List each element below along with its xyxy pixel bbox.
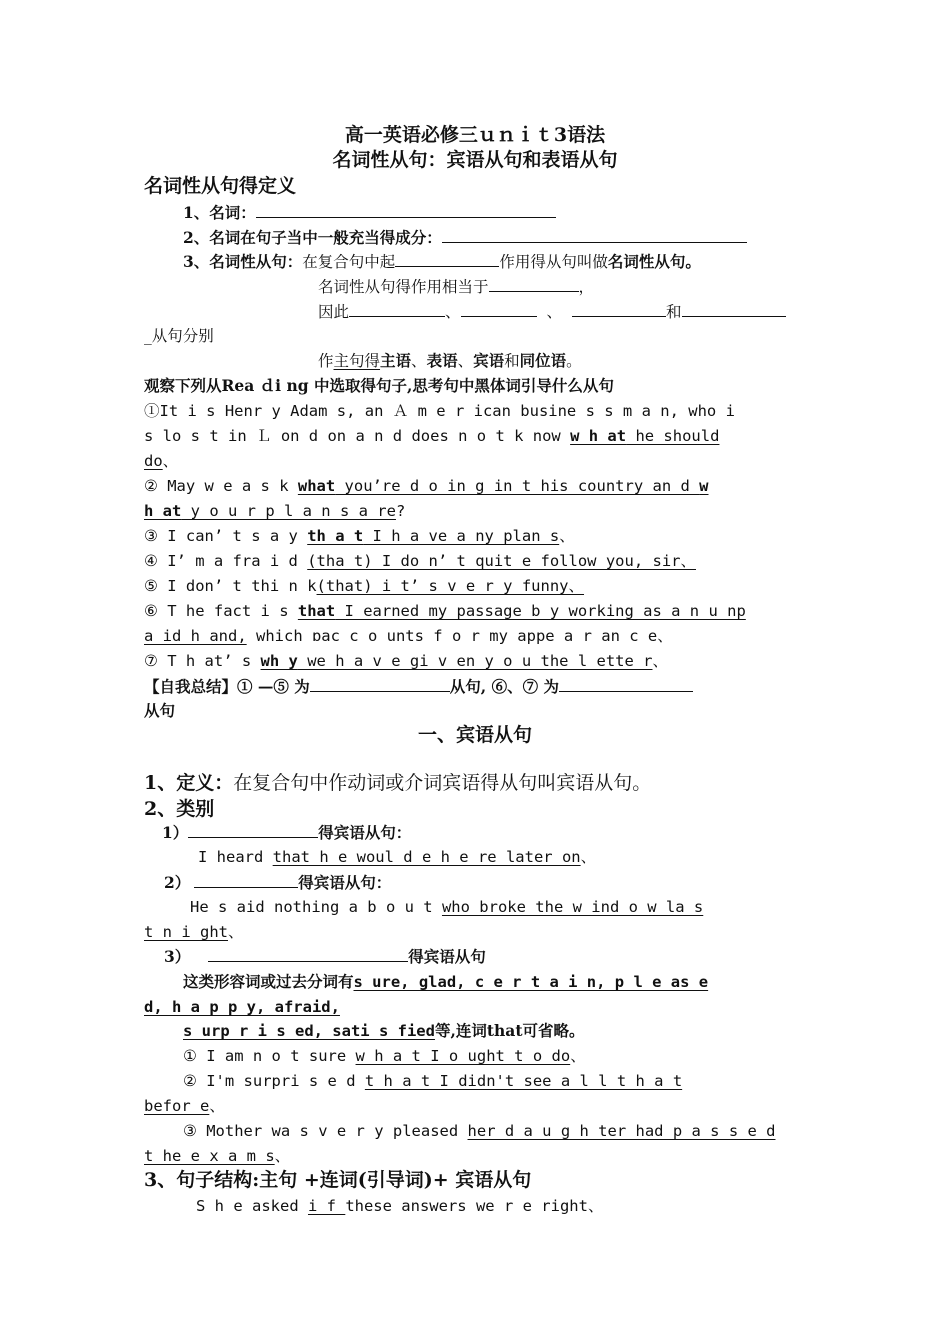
example-conjunction: wh y <box>260 652 298 670</box>
note-text: 这类形容词或过去分词有 <box>183 972 354 991</box>
example-clause: (tha t) I do n’ t quit e follow you, sir、 <box>307 552 696 570</box>
example-text: ⑥ T he fact i s <box>144 602 298 620</box>
example-text: these answers we r e right <box>345 1197 588 1215</box>
definition-label: 1、定义： <box>144 772 234 794</box>
example-1-line-2 <box>144 425 719 447</box>
example-text: s lo s t in Ｌ on d on a n d does n o t k now <box>144 427 571 445</box>
summary-text: 从句, ⑥、⑦ 为 <box>449 677 559 696</box>
fill-blank[interactable] <box>310 675 450 692</box>
doc-title: 高一英语必修三ｕｎｉｔ3语法 <box>344 124 606 146</box>
definition-text: 、 <box>411 352 427 370</box>
definition-item-1-label: 1、名词： <box>183 203 256 222</box>
example-7 <box>144 650 668 672</box>
example-conjunction: what <box>297 477 336 495</box>
example-2-line-1 <box>144 475 709 497</box>
example-text: 、 <box>559 527 575 545</box>
example-text: ⑤ I don’ t thi n k <box>144 577 317 595</box>
definition-text: 、 <box>445 303 461 321</box>
example-6-line-1 <box>144 600 746 622</box>
note-text: 等,连词that可省略。 <box>434 1021 585 1040</box>
example-text: 、 <box>209 1097 225 1115</box>
category-1 <box>162 821 411 844</box>
example-clause: I earned my passage b y working as a n u np <box>335 602 746 620</box>
definition-item-3-label: 3、名词性从句： <box>183 252 303 271</box>
example-text: 、 <box>652 652 668 670</box>
self-summary-line-2: 从句 <box>144 701 176 720</box>
example-clause: (that) i t’ s v e r y funny、 <box>316 577 585 595</box>
definition-heading: 名词性从句得定义 <box>144 175 297 197</box>
example-text: S h e asked <box>196 1197 308 1215</box>
example-text: 、 <box>274 1147 291 1165</box>
fill-blank[interactable] <box>572 300 666 317</box>
definition-line-4: _从句分别 <box>144 327 214 345</box>
category-3-example-2-line-1 <box>183 1070 682 1092</box>
example-text: ③ Mother wa s v e r y pleased <box>183 1122 468 1140</box>
fill-blank[interactable] <box>208 945 408 962</box>
category-3-note-line-3 <box>183 1020 585 1042</box>
definition-text: 作 <box>318 352 334 370</box>
category-3-example-2-line-2 <box>144 1095 225 1117</box>
fill-blank[interactable] <box>194 871 298 888</box>
fill-blank[interactable] <box>682 300 786 317</box>
definition-text: 、 <box>546 303 563 321</box>
example-text: 、 <box>570 1047 586 1065</box>
summary-text: 【自我总结】① —⑤ 为 <box>144 677 310 696</box>
example-text: ④ I’ m a fra i d <box>144 552 308 570</box>
category-3 <box>164 945 486 968</box>
category-text: 得宾语从句： <box>298 873 392 892</box>
sentence-structure-example <box>196 1195 603 1217</box>
example-3 <box>144 525 575 547</box>
definition-term: 同位语 <box>519 351 567 370</box>
example-clause: her d a u g h ter had p a s s e d <box>467 1122 776 1140</box>
fill-blank[interactable] <box>188 821 318 838</box>
example-clause: do <box>144 452 163 470</box>
category-2-example-line-1 <box>190 896 703 918</box>
category-2 <box>164 871 391 894</box>
object-clause-definition <box>144 770 651 796</box>
fill-blank[interactable] <box>489 275 579 292</box>
example-text: which ɒac c o unts f o r my appe a r an c e <box>246 627 658 645</box>
doc-subtitle: 名词性从句：宾语从句和表语从句 <box>332 149 618 171</box>
example-text: I heard <box>198 848 273 866</box>
example-clause: who broke the w ind o w la s <box>441 898 704 916</box>
category-3-example-3-line-1 <box>183 1120 775 1142</box>
definition-text: 。 <box>566 352 582 370</box>
definition-item-2 <box>183 226 747 249</box>
definition-line-2 <box>318 275 594 298</box>
category-text: 得宾语从句 <box>408 947 486 966</box>
definition-text: 和 <box>666 303 682 321</box>
definition-item-2-label: 2、名词在句子当中一般充当得成分： <box>183 228 442 247</box>
definition-text: 在复合句中作动词或介词宾语得从句叫宾语从句。 <box>233 772 652 794</box>
example-conjunction: h at <box>144 502 182 520</box>
definition-term: 宾语 <box>473 351 505 370</box>
example-clause: w h a t I o ught t o do <box>355 1047 571 1065</box>
example-clause: y o u r p l a n s a re <box>181 502 396 520</box>
example-text: ② I'm surpri s e d <box>183 1072 365 1090</box>
example-clause: t h a t I didn't see a l l t h a t <box>364 1072 683 1090</box>
example-conjunction: i f <box>307 1197 346 1215</box>
fill-blank[interactable] <box>349 300 445 317</box>
definition-line-3 <box>318 300 786 323</box>
category-3-example-1 <box>183 1045 586 1067</box>
example-text: He s aid nothing a b o u t <box>190 898 442 916</box>
example-text: 、 <box>587 1197 604 1215</box>
example-2-line-2 <box>144 500 405 522</box>
category-3-note-line-1 <box>183 971 708 993</box>
definition-item-1 <box>183 201 556 224</box>
definition-text: 、 <box>457 352 474 370</box>
fill-blank[interactable] <box>442 226 747 243</box>
example-clause: a id h and, <box>144 627 247 645</box>
category-1-example <box>198 846 596 868</box>
section-heading-object-clause: 一、宾语从句 <box>417 724 532 746</box>
definition-line-5 <box>318 350 582 372</box>
fill-blank[interactable] <box>559 675 693 692</box>
category-heading: 2、类别 <box>144 798 215 820</box>
example-text: 、 <box>580 848 597 866</box>
example-text: 、 <box>228 923 244 941</box>
example-conjunction: w h at <box>570 427 627 445</box>
category-text: 得宾语从句： <box>318 823 412 842</box>
example-5 <box>144 575 584 597</box>
definition-term: 主语 <box>380 351 412 370</box>
example-text: ? <box>395 502 406 520</box>
example-text: 、 <box>162 452 179 470</box>
example-clause: he should <box>626 427 720 445</box>
example-text: 、 <box>657 627 673 645</box>
example-clause: that h e woul d e h e re later on <box>272 848 581 866</box>
fill-blank[interactable] <box>461 300 537 317</box>
category-number: 3） <box>164 947 191 966</box>
example-clause: I h a ve a ny plan s <box>363 527 560 545</box>
observe-instruction: 观察下列从Rea ｄi ng 中选取得句子,思考句中黑体词引导什么从句 <box>144 376 614 395</box>
example-text: ③ I can’ t s a y <box>144 527 308 545</box>
example-6-line-2 <box>144 625 673 647</box>
example-4 <box>144 550 696 572</box>
fill-blank[interactable] <box>256 201 556 218</box>
adjective-list: s urp r i s ed, sati s fied <box>183 1022 435 1040</box>
example-conjunction: w <box>699 477 709 495</box>
sentence-structure-heading: 3、句子结构:主句 +连词(引导词)+ 宾语从句 <box>144 1169 532 1191</box>
self-summary <box>144 675 693 698</box>
example-clause: befor e <box>144 1097 210 1115</box>
adjective-list: d, h a p p y, afraid, <box>144 998 340 1016</box>
category-number: 2） <box>164 873 191 892</box>
example-text: ② May w e a s k <box>144 477 298 495</box>
definition-text: ， <box>578 278 595 296</box>
category-2-example-line-2 <box>144 921 244 943</box>
example-clause: you’re d o in g in t his country an d <box>335 477 700 495</box>
example-1-line-3 <box>144 450 178 472</box>
example-text: ① I am n o t sure <box>183 1047 356 1065</box>
category-3-example-3-line-2 <box>144 1145 290 1167</box>
definition-term: 表语 <box>426 351 458 370</box>
category-number: 1） <box>162 823 189 842</box>
example-1-line-1: ①It i s Henr y Adam s, an Ａ m e r ican busine s s m a n, who i <box>144 402 735 420</box>
example-text: ⑦ T h at’ s <box>144 652 261 670</box>
definition-text: 因此 <box>318 303 350 321</box>
definition-text: 名词性从句得作用相当于 <box>318 278 489 296</box>
adjective-list: s ure, glad, c e r t a i n, p l e as e <box>353 973 709 991</box>
example-conjunction: th a t <box>307 527 364 545</box>
definition-item-3 <box>183 250 701 273</box>
definition-term: 名词性从句。 <box>607 252 701 271</box>
category-3-note-line-2 <box>144 996 340 1018</box>
example-conjunction: that <box>297 602 336 620</box>
example-clause: t he e x a m s <box>144 1147 275 1165</box>
example-clause: we h a v e gi v en y o u the l ette r <box>297 652 653 670</box>
definition-text: 在复合句中起 <box>302 253 396 271</box>
definition-text: 主句得 <box>333 352 381 370</box>
definition-text: 作用得从句叫做 <box>499 253 608 271</box>
fill-blank[interactable] <box>395 250 499 267</box>
definition-text: 和 <box>504 352 520 370</box>
example-clause: t n i ght <box>144 923 228 941</box>
